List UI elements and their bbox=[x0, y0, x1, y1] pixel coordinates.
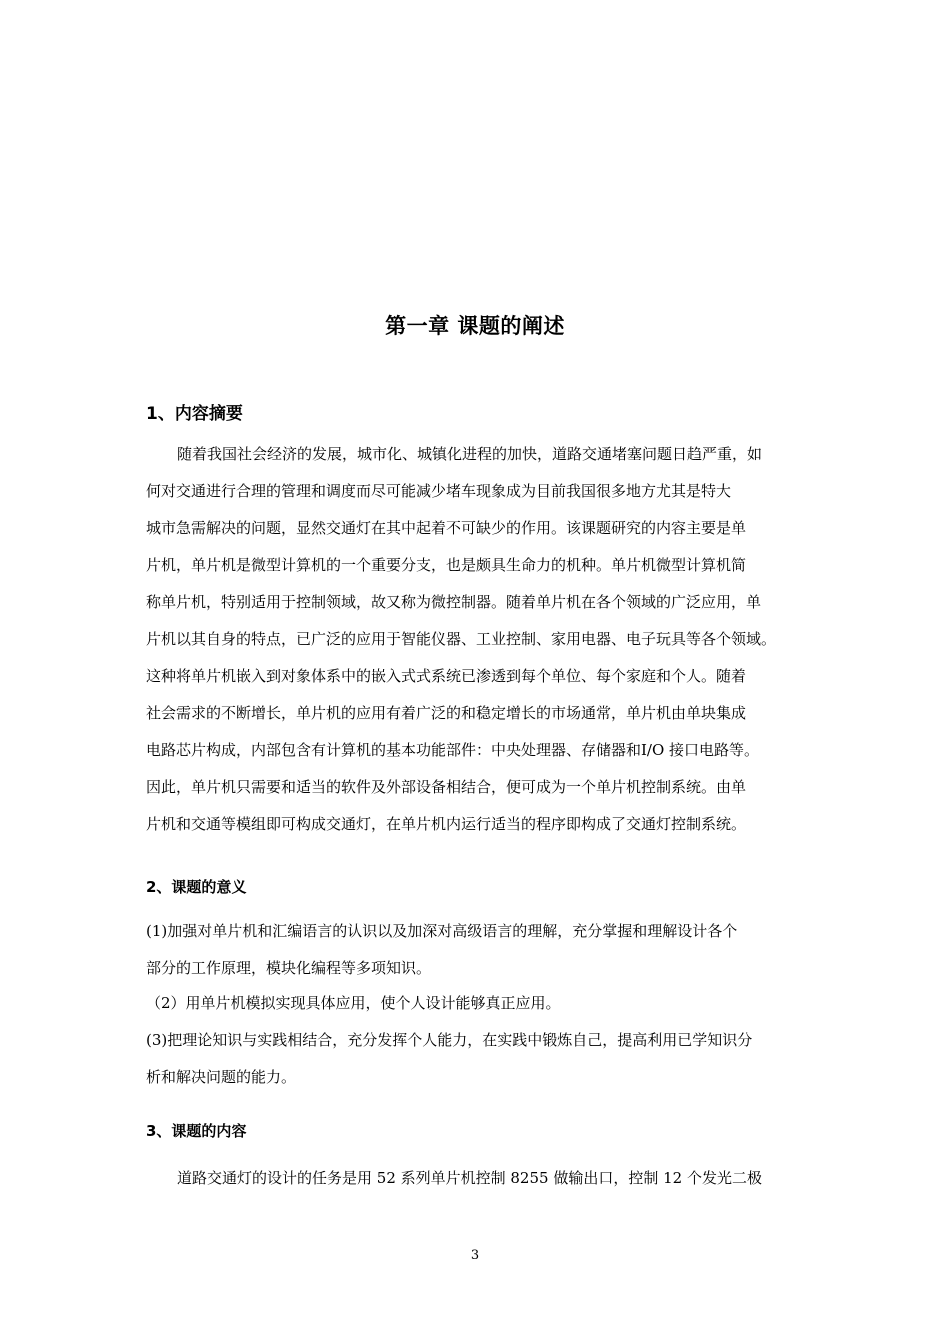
text-line: 社会需求的不断增长，单片机的应用有着广泛的和稳定增长的市场通常，单片机由单块集成 bbox=[146, 704, 747, 722]
text-line: 道路交通灯的设计的任务是用 52 系列单片机控制 8255 做输出口，控制 12 个发光二极 bbox=[177, 1169, 762, 1187]
text-line: 电路芯片构成，内部包含有计算机的基本功能部件：中央处理器、存储器和I/O 接口电路等。 bbox=[146, 741, 760, 759]
page-number: 3 bbox=[470, 1248, 480, 1263]
text-line: 部分的工作原理，模块化编程等多项知识。 bbox=[146, 959, 432, 977]
chapter-title: 第一章 课题的阐述 bbox=[385, 314, 565, 338]
section-heading-summary: 1、内容摘要 bbox=[146, 404, 243, 424]
paragraph-summary bbox=[146, 436, 806, 843]
text-line: 片机，单片机是微型计算机的一个重要分支，也是颇具生命力的机种。单片机微型计算机简 bbox=[146, 556, 747, 574]
text-line: 片机和交通等模组即可构成交通灯，在单片机内运行适当的程序即构成了交通灯控制系统。 bbox=[146, 815, 747, 833]
text-line: 称单片机，特别适用于控制领域，故又称为微控制器。随着单片机在各个领域的广泛应用，单 bbox=[146, 593, 762, 611]
paragraph-significance-2 bbox=[146, 985, 806, 1096]
section-heading-content: 3、课题的内容 bbox=[146, 1122, 247, 1140]
text-line: 因此，单片机只需要和适当的软件及外部设备相结合，便可成为一个单片机控制系统。由单 bbox=[146, 778, 747, 796]
text-line: 这种将单片机嵌入到对象体系中的嵌入式式系统已渗透到每个单位、每个家庭和个人。随着 bbox=[146, 667, 747, 685]
text-line: 随着我国社会经济的发展，城市化、城镇化进程的加快，道路交通堵塞问题日趋严重，如 bbox=[177, 445, 763, 463]
text-line: 片机以其自身的特点，已广泛的应用于智能仪器、工业控制、家用电器、电子玩具等各个领域。 bbox=[146, 630, 777, 648]
paragraph-significance bbox=[146, 913, 806, 987]
text-line: （2）用单片机模拟实现具体应用，使个人设计能够真正应用。 bbox=[146, 994, 561, 1012]
text-line: 何对交通进行合理的管理和调度而尽可能减少堵车现象成为目前我国很多地方尤其是特大 bbox=[146, 482, 732, 500]
paragraph-content bbox=[146, 1160, 806, 1197]
section-heading-significance: 2、课题的意义 bbox=[146, 878, 247, 896]
text-line: (3)把理论知识与实践相结合，充分发挥个人能力，在实践中锻炼自己，提高利用已学知识分 bbox=[146, 1031, 753, 1049]
text-line: 析和解决问题的能力。 bbox=[146, 1068, 297, 1086]
text-line: 城市急需解决的问题，显然交通灯在其中起着不可缺少的作用。该课题研究的内容主要是单 bbox=[146, 519, 747, 537]
text-line: (1)加强对单片机和汇编语言的认识以及加深对高级语言的理解，充分掌握和理解设计各个 bbox=[146, 922, 738, 940]
